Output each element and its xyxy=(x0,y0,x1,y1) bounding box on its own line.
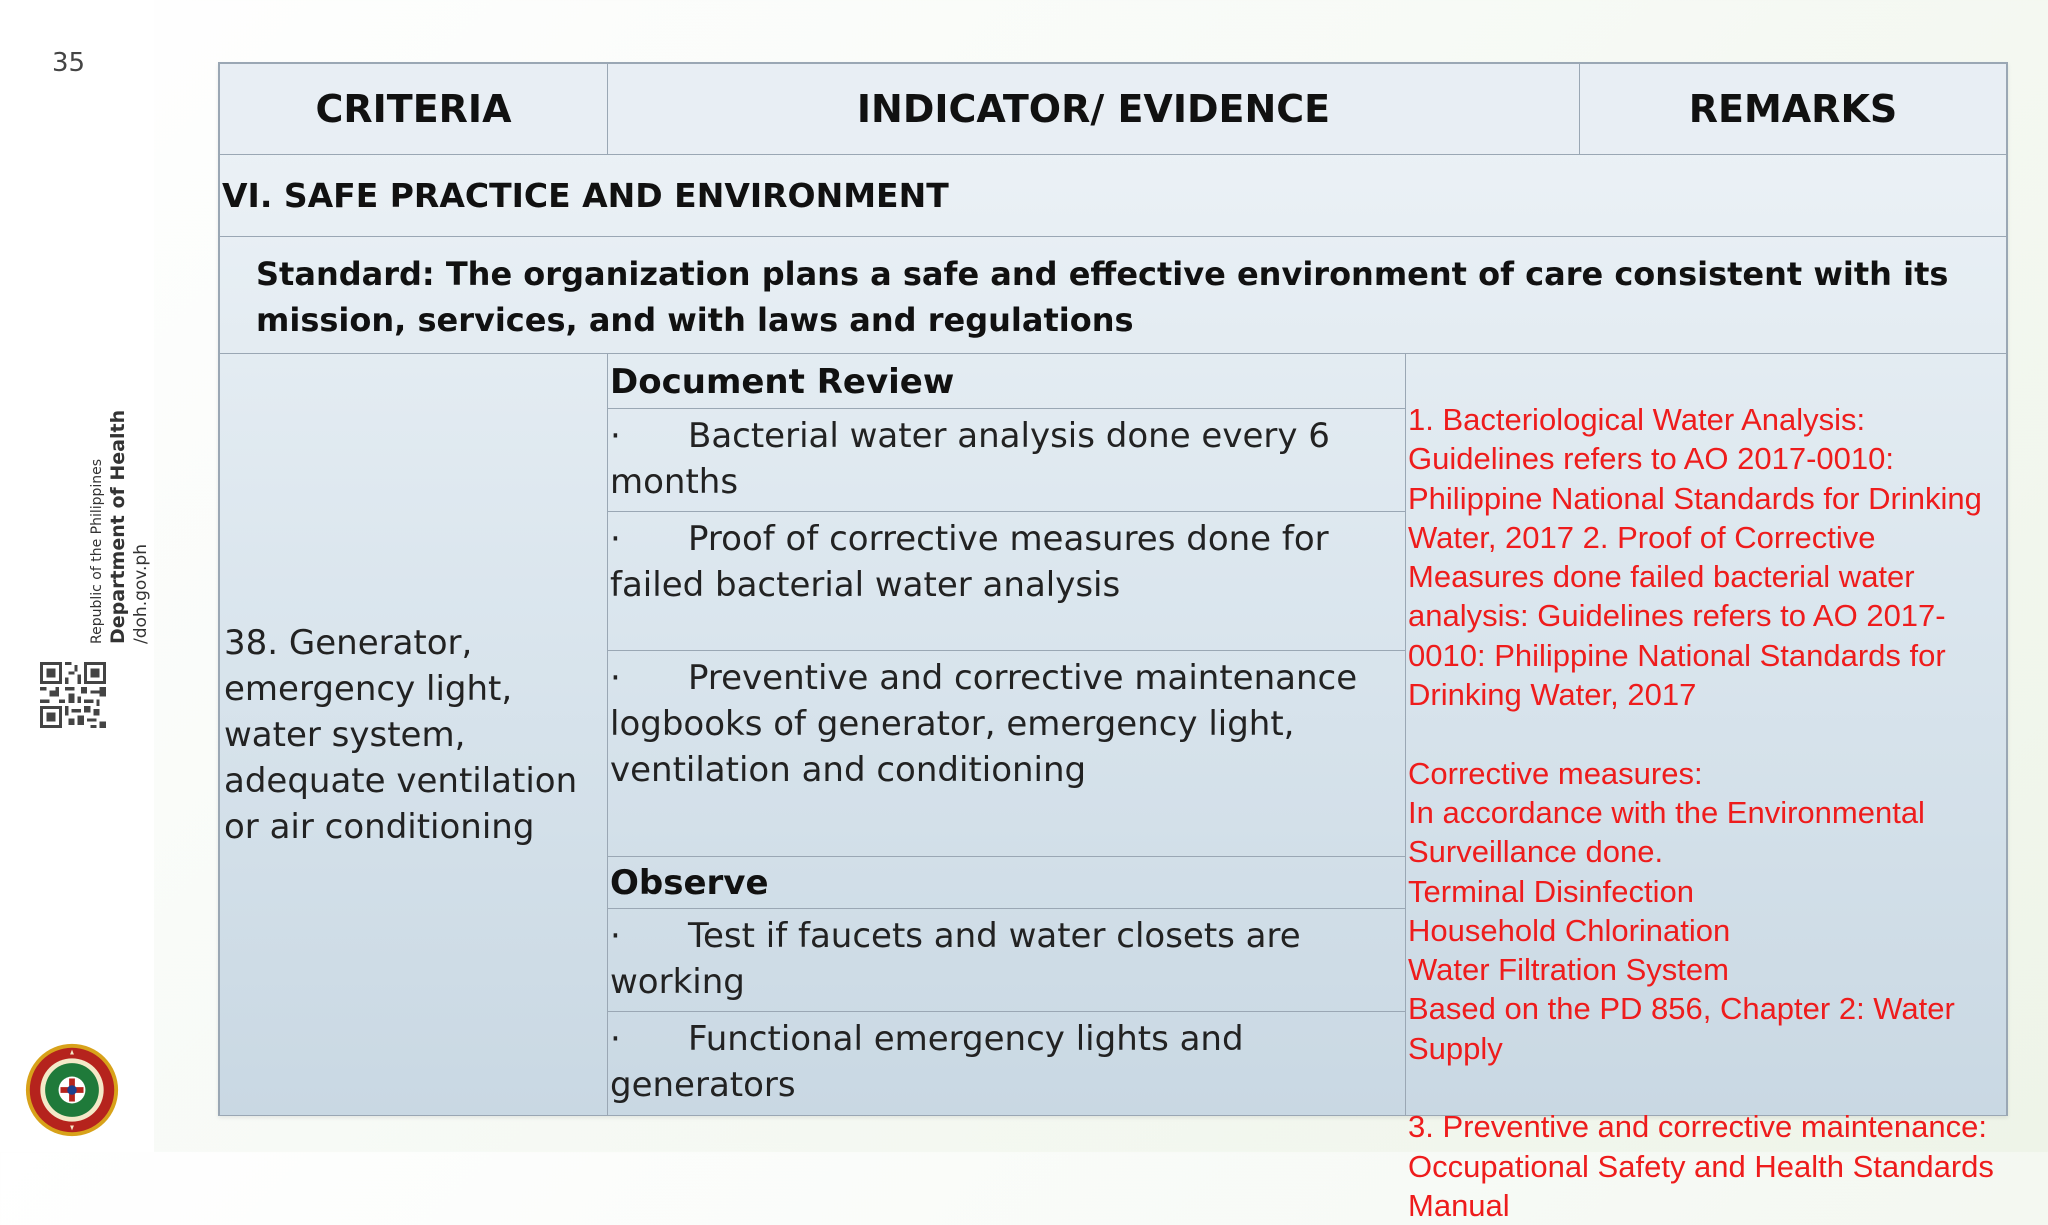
header-indicator-evidence: INDICATOR/ EVIDENCE xyxy=(607,63,1580,155)
section-title: VI. SAFE PRACTICE AND ENVIRONMENT xyxy=(219,154,2007,237)
criteria-38: 38. Generator, emergency light, water system, adequate ventilation or air conditioning xyxy=(219,353,608,1116)
evidence-item-faucets xyxy=(607,908,1406,1012)
doh-brand-text xyxy=(88,410,152,644)
document-review-heading: Document Review xyxy=(607,353,1406,409)
bullet: · xyxy=(610,416,621,456)
bullet: · xyxy=(610,1019,621,1059)
criteria-table xyxy=(218,62,2008,1223)
evidence-text: Functional emergency lights and generators xyxy=(610,1019,1244,1105)
brand-country: Republic of the Philippines xyxy=(89,458,105,644)
evidence-item-emergency-lights xyxy=(607,1011,1406,1116)
evidence-item-maintenance-logbooks xyxy=(607,650,1406,857)
doh-seal-icon xyxy=(24,1042,120,1138)
header-criteria: CRITERIA xyxy=(219,63,608,155)
left-sidebar xyxy=(0,0,154,1152)
bullet: · xyxy=(610,519,621,559)
evidence-text: Test if faucets and water closets are working xyxy=(610,916,1301,1002)
evidence-text: Bacterial water analysis done every 6 months xyxy=(610,416,1330,502)
page-number: 35 xyxy=(52,48,86,78)
remarks-text: 1. Bacteriological Water Analysis: Guidelines refers to AO 2017-0010: Philippine National Standards for Drinking Water, 2017 2. Proof of Corrective Measures done failed bacterial water analysis: Guidelines refers to AO 2017-0010: Philippine National Standards for Drinking Water, 2017 Corrective measures: In accordance with the Environmental Surveillance done. Terminal Disinfection Household Chlorination Water Filtration System Based on the PD 856, Chapter 2: Water Supply 3. Preventive and corrective maintenance: Occupational Safety and Health Standards Manual xyxy=(1405,353,2007,1116)
doh-branding xyxy=(36,409,151,734)
evidence-item-water-analysis xyxy=(607,408,1406,512)
header-remarks: REMARKS xyxy=(1579,63,2007,155)
observe-heading: Observe xyxy=(607,856,1406,909)
evidence-text: Proof of corrective measures done for failed bacterial water analysis xyxy=(610,519,1329,605)
bullet: · xyxy=(610,658,621,698)
qr-code-icon xyxy=(40,662,106,728)
evidence-text: Preventive and corrective maintenance logbooks of generator, emergency light, ventilation and conditioning xyxy=(610,658,1358,790)
evidence-item-corrective-measures xyxy=(607,511,1406,651)
brand-website: /doh.gov.ph xyxy=(131,544,151,644)
standard-statement: Standard: The organization plans a safe and effective environment of care consistent with its mission, services, and with laws and regulations xyxy=(219,236,2007,354)
brand-department: Department of Health xyxy=(107,409,129,644)
bullet: · xyxy=(610,916,621,956)
